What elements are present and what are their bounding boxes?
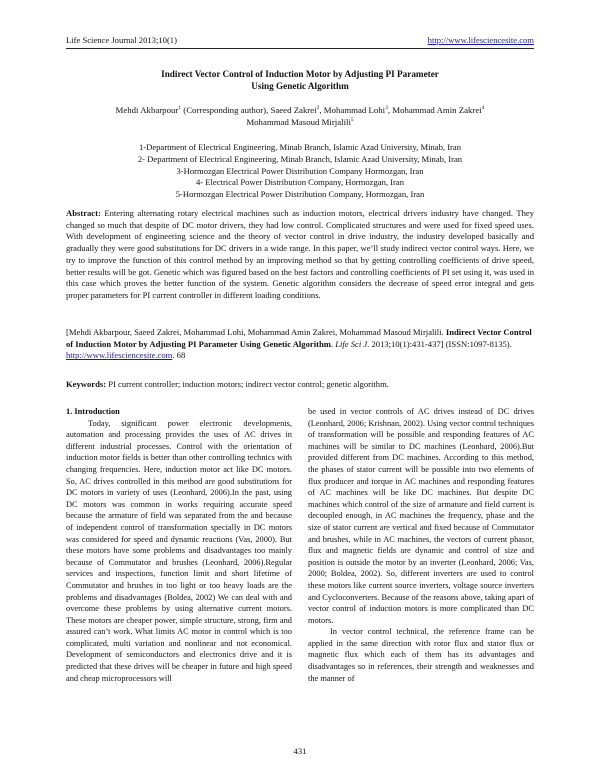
author-1-note: (Corresponding author), [181,105,271,115]
affiliation-5: 5-Hormozgan Electrical Power Distribution Company, Hormozgan, Iran [175,189,425,200]
affiliation-1: 1-Department of Electrical Engineering, Minab Branch, Islamic Azad University, Minab, Iran [138,142,462,152]
citation [66,327,534,362]
author-2-name: Saeed Zakrei [270,105,317,115]
citation-details: . 2013;10(1):431-437] (ISSN:1097-8135). [367,338,512,349]
author-5-sup: 5 [350,117,354,124]
citation-title: Indirect Vector Control of Induction Motor by Adjusting PI Parameter Using Genetic Algorithm [66,327,532,349]
intro-paragraph-1: Today, significant power electronic developments, automation and processing provides the uses of AC drives in different industrial processes. Control with the orientation of induction motor fields is better than other controlling technics with changing frequencies. Here, induction motor act like DC motors. So, AC drives controlled in this method are good substitutions for DC motors in variety of uses (Leonhard, 2006).In the past, using DC motors was common in works requiring accurate speed because the armature of field was separated from the and because of independent control of transformation specially in DC motors was considered for speed and dynamic reactions (Vas, 2000). But these motors have some problems and disadvantages too mainly because of Commutator and brushes (Leonhard, 2006).Regular services and inspections, function limit and short lifetime of Commutator and brushes in too light or too heavy loads are the problems and disadvantages (Boldea, 2002) We can deal with and overcome these problems by using alternative current motors. These motors are cheaper power, simple structure, strong, firm and assured can’t work. What limits AC motor in control which is too complicated, multi variation and nonlinear and not economical. Development of semiconductors and electronics drive and it is predicted that these drives will be cheaper in future and high speed and cheap microprocessors will [66,418,292,683]
author-2-sup: 2 [316,105,320,112]
author-1-name: Mehdi Akbarpour [115,105,179,115]
affiliations [66,142,534,201]
citation-url-link[interactable]: http://www.lifesciencesite.com [66,350,173,361]
citation-tail: . 68 [172,350,186,361]
intro-paragraph-1-continued: be used in vector controls of AC drives instead of DC drives (Leonhard, 2006; Krishnan, 2002). Using vector control techniques of transformation will be possible and responding features of AC machines will be similar to DC machines (Leonhard, 2006).But provided different from DC machines. According to this method, the phases of stator current will be possible into two elements of flux producer and torque in AC machines and responding features of AC machines will be like DC machines. But despite DC machines which control of the size of armature and field current is decoupled enough, in AC machines the frequency, phase and the size of stator current are vertical and fixed because of Commutator and brushes, while in AC machines, the vectors of current phasor, flux and magnetic fields are dynamic and control of size and position is outside the motor by an inverter (Leonhard, 2006; Vas, 2000; Boldea, 2002). So, different inverters are used to control these motors like current source inverters, voltage source inverters and Cycloconverters. Because of the reasons above, taking apart of vector control of induction motors is more complicated than DC motors. [308,407,534,625]
author-list [66,104,534,128]
title-line-1: Indirect Vector Control of Induction Motor by Adjusting PI Parameter [161,69,439,79]
intro-paragraph-2: In vector control technical, the reference frame can be applied in the same direction with rotor flux and stator flux or magnetic flux which each of them has its advantages and disadvantages so in references, their strength and weaknesses and the manner of [308,627,534,683]
abstract-text: Entering alternating rotary electrical machines such as induction motors, electrical drivers industry have changed. They changed so much that despite of DC motor drivers, they had low control. Complicated structures and were used for fixed speed uses. With development of engineering science and the theory of vector control in drive industry, the industry developed basically and gradually they were good substitutions for DC drivers in a wide range. In this paper, we’ll study indirect vector control ways. Here, we try to improve the function of this control method by an improving method so that by getting controlling coefficients of drive speed, better results will be got. Genetic which was figured based on the best factors and controlling coefficients of PI set using it, was used in this case which proves the better function of the system. Genetic algorithm considers the decrease of speed error integral and gets proper parameters for PI current controller in different loading conditions. [66,208,534,300]
title-line-2: Using Genetic Algorithm [251,81,349,91]
author-4-sup: 4 [481,105,485,112]
section-heading-introduction: 1. Introduction [66,407,120,416]
citation-journal: Life Sci J [335,338,368,349]
author-3-sup: 3 [385,105,388,112]
journal-name: Life Science Journal 2013;10(1) [66,35,177,45]
author-4-name: , Mohammad Amin Zakrei [387,105,482,115]
keywords-text: PI current controller; induction motors; indirect vector control; genetic algorithm. [106,379,389,389]
abstract-label: Abstract: [66,208,101,218]
affiliation-2: 2- Department of Electrical Engineering, Minab Branch, Islamic Azad University, Minab, Iran [137,153,463,164]
body-column-left [66,406,292,684]
author-3-name: , Mohammad Lohi [319,105,386,115]
author-5-name: Mohammad Masoud Mirjalili [246,117,351,127]
author-line-2 [66,116,534,128]
affiliation-3: 3-Hormozgan Electrical Power Distribution Company Hormozgan, Iran [176,165,424,176]
keywords [66,378,534,390]
journal-url-link[interactable]: http://www.lifesciencesite.com [427,35,534,45]
keywords-label: Keywords: [66,379,107,389]
citation-authors: [Mehdi Akbarpour, Saeed Zakrei, Mohammad Lohi, Mohammad Amin Zakrei, Mohammad Masoud Mirjalili. [66,327,444,337]
affiliation-4: 4- Electrical Power Distribution Company, Hormozgan, Iran [195,177,405,188]
paper-title [90,68,510,92]
abstract [66,208,534,302]
citation-sep: . [330,338,336,349]
header-divider [66,48,534,49]
author-1-sup: 1 [178,105,182,112]
body-column-right [308,406,534,684]
page-number: 431 [293,746,307,756]
author-line-1 [66,104,534,116]
running-header [66,34,534,46]
